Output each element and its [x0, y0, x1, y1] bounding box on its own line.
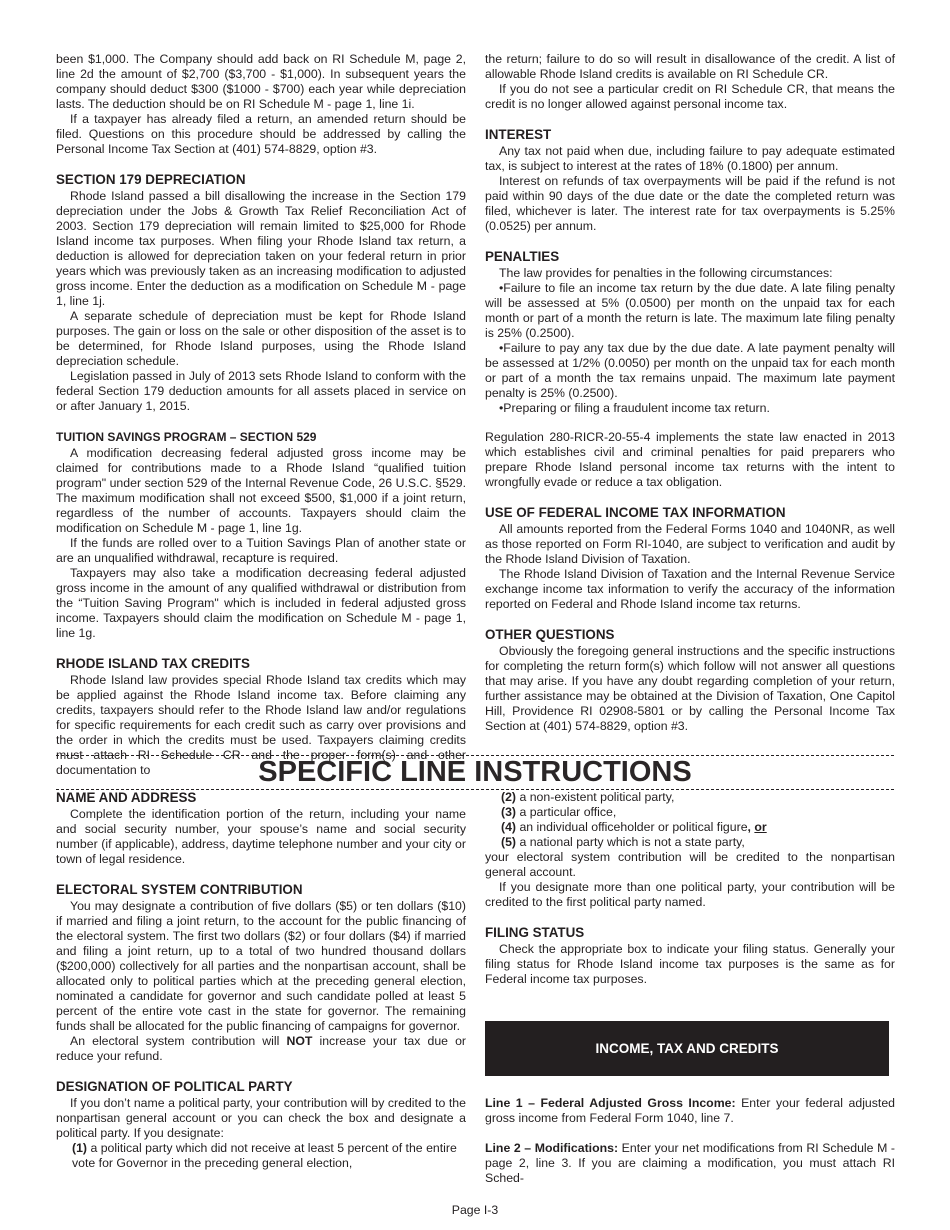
tuition-paragraph-3: Taxpayers may also take a modification decreasing federal adjusted gross income in the amount of any qualified withdrawal or distribution from the “Tuition Saving Program" which is included in federal adjusted gross income. Taxpayers should claim the modification on Schedule M - page 1, line 1g. — [56, 566, 466, 640]
electoral-p2-not: NOT — [286, 1034, 313, 1048]
name-address-paragraph: Complete the identification portion of the return, including your name and social security number, your spouse’s name and social security number (if applicable), address, daytime telephone number and your city or town of legal residence. — [56, 807, 466, 866]
tax-credits-paragraph-1: Rhode Island law provides special Rhode Island tax credits which may be applied against the Rhode Island income tax. Before claiming any credits, taxpayers should refer to the Rhode Island law and/or regulations for specific requirements for each credit such as carry over provisions and the order in which the credits must be used. Taxpayers claiming credits must attach RI Schedule CR and the proper form(s) and other documentation to — [56, 673, 466, 777]
designation-item-2 — [485, 790, 895, 805]
page-number: Page I-3 — [451, 1203, 499, 1217]
filing-status-paragraph: Check the appropriate box to indicate your filing status. Generally your filing status for Rhode Island income tax purposes is the same as for Federal income tax purposes. — [485, 942, 895, 986]
electoral-p2-part-a: An electoral system contribution will — [70, 1034, 287, 1048]
tax-credits-paragraph-2: If you do not see a particular credit on RI Schedule CR, that means the credit is no longer allowed against personal income tax. — [485, 82, 895, 111]
designation-item-3 — [485, 805, 895, 820]
item-4-or: or — [754, 820, 767, 834]
item-4-comma: , — [747, 820, 751, 834]
tax-credits-heading: RHODE ISLAND TAX CREDITS — [56, 656, 250, 671]
section-179-paragraph-3: Legislation passed in July of 2013 sets Rhode Island to conform with the federal Section 179 deduction amounts for all assets placed in service on or after January 1, 2015. — [56, 369, 466, 413]
section-179-heading: SECTION 179 DEPRECIATION — [56, 172, 246, 187]
penalties-bullet-1: •Failure to file an income tax return by the due date. A late filing penalty will be assessed at 5% (0.0500) per month on the unpaid tax for each month or part of a month the return is late. The maximum late filing penalty is 25% (0.2500). — [485, 281, 895, 340]
section-179-paragraph-2: A separate schedule of depreciation must be kept for Rhode Island purposes. The gain or loss on the sale or other disposition of the asset is to be determined, for Rhode Island purposes, using the Rhode Island depreciation schedule. — [56, 309, 466, 368]
other-questions-paragraph: Obviously the foregoing general instructions and the specific instructions for completing the return form(s) which follow will not answer all questions that may arise. If you have any doubt regarding completion of your return, further assistance may be obtained at the Division of Taxation, One Capitol Hill, Providence RI 02908-5801 or by calling the Personal Income Tax Section at (401) 574-8829, option #3. — [485, 644, 895, 733]
designation-paragraph: If you don’t name a political party, your contribution will by credited to the nonpartisan general account or you can check the box and designate a political party. If you designate: — [56, 1096, 466, 1140]
electoral-paragraph-1: You may designate a contribution of five dollars ($5) or ten dollars ($10) if married and filing a joint return, to the account for the public financing of the electoral system. The first two dollars ($2) or four dollars ($4) if married and filing a joint return, up to a total of two hundred thousand dollars ($200,000) collectively for all parties and the nonpartisan account, shall be allocated only to political parties which at the preceding general election, nominated a candidate for governor and such candidate polled at least 5 percent of the entire vote cast in the state for governor. The remaining funds shall be allocated for the public financing of campaigns for governor. — [56, 899, 466, 1033]
designation-item-1 — [56, 1141, 466, 1171]
income-tax-credits-banner — [485, 1021, 889, 1076]
intro-paragraph-1: been $1,000. The Company should add back on RI Schedule M, page 2, line 2d the amount of $2,700 ($3,700 - $1,000). In subsequent years the company should deduct $300 ($1000 - $700) each year while depreciation lasts. The deduction should be on RI Schedule M - page 1, line 1i. — [56, 52, 466, 111]
interest-paragraph-1: Any tax not paid when due, including failure to pay adequate estimated tax, is subject to interest at the rates of 18% (0.1800) per annum. — [485, 144, 895, 173]
item-3-text: a particular office, — [516, 805, 617, 819]
section-179-paragraph-1: Rhode Island passed a bill disallowing the increase in the Section 179 depreciation under the Jobs & Growth Tax Relief Reconciliation Act of 2003. Section 179 depreciation will remain limited to $25,000 for Rhode Island income tax purposes. When filing your Rhode Island tax return, a deduction is allowed for depreciation taken on your federal return in prior years which was previously taken as an increasing modification to adjusted gross income. Enter the deduction as a modification on Schedule M - page 1, line 1j. — [56, 189, 466, 308]
federal-info-paragraph-2: The Rhode Island Division of Taxation and the Internal Revenue Service exchange income tax information to verify the accuracy of the information reported on Federal and Rhode Island income tax returns. — [485, 567, 895, 611]
line-2-text: Enter your net modifications from RI Schedule M - page 2, line 3. If you are claiming a modification, you must attach RI Sched- — [485, 1141, 895, 1185]
designation-continued: your electoral system contribution will be credited to the nonpartisan general account. — [485, 850, 895, 879]
penalties-intro: The law provides for penalties in the following circumstances: — [499, 266, 833, 280]
federal-info-heading: USE OF FEDERAL INCOME TAX INFORMATION — [485, 505, 786, 520]
name-address-heading: NAME AND ADDRESS — [56, 790, 197, 805]
regulation-paragraph: Regulation 280-RICR-20-55-4 implements the state law enacted in 2013 which establishes civil and criminal penalties for paid preparers who prepare Rhode Island personal income tax returns with the intent to wrongfully evade or reduce a tax obligation. — [485, 430, 895, 489]
item-5-text: a national party which is not a state party, — [516, 835, 745, 849]
penalties-bullet-2: •Failure to pay any tax due by the due date. A late payment penalty will be assessed at 1/2% (0.0050) per month on the unpaid tax for each month or part of a month the tax remains unpaid. The maximum late payment penalty is 25% (0.2500). — [485, 341, 895, 400]
line-1-text: Enter your federal adjusted gross income from Federal Form 1040, line 7. — [485, 1096, 896, 1125]
designation-item-4 — [485, 820, 895, 835]
interest-heading: INTEREST — [485, 127, 552, 142]
line-2-instruction — [485, 1141, 895, 1186]
item-2-number: (2) — [501, 790, 517, 804]
line-1-label: Line 1 – Federal Adjusted Gross Income: — [485, 1096, 736, 1110]
intro-paragraph-2: If a taxpayer has already filed a return, an amended return should be filed. Questions on this procedure should be addressed by calling the Personal Income Tax Section at (401) 574-8829, option #3. — [56, 112, 466, 156]
designation-paragraph-2: If you designate more than one political party, your contribution will be credited to the first political party named. — [485, 880, 895, 909]
item-3-number: (3) — [501, 805, 517, 819]
federal-info-paragraph-1: All amounts reported from the Federal Forms 1040 and 1040NR, as well as those reported on Form RI-1040, are subject to verification and audit by the Rhode Island Division of Taxation. — [485, 522, 895, 566]
item-4-number: (4) — [501, 820, 517, 834]
tax-credits-continued: the return; failure to do so will result in disallowance of the credit. A list of allowable Rhode Island credits is available on RI Schedule CR. — [485, 52, 895, 81]
tuition-paragraph-2: If the funds are rolled over to a Tuition Savings Plan of another state or are an unqualified withdrawal, recapture is required. — [56, 536, 466, 565]
lower-right-column — [485, 790, 895, 987]
income-tax-credits-label: INCOME, TAX AND CREDITS — [595, 1041, 779, 1056]
item-1-number: (1) — [72, 1141, 88, 1155]
penalties-heading: PENALTIES — [485, 249, 560, 264]
specific-line-instructions-title: SPECIFIC LINE INSTRUCTIONS — [258, 756, 692, 788]
upper-right-column — [485, 52, 895, 734]
interest-paragraph-2: Interest on refunds of tax overpayments will be paid if the refund is not paid within 90 days of the due date or the date the completed return was filed, whichever is later. The interest rate for tax overpayments is 5.25% (0.0525) per annum. — [485, 174, 895, 233]
line-1-instruction — [485, 1096, 895, 1126]
line-2-label: Line 2 – Modifications: — [485, 1141, 619, 1155]
penalties-bullet-3: •Preparing or filing a fraudulent income tax return. — [499, 401, 770, 415]
filing-status-heading: FILING STATUS — [485, 925, 585, 940]
tuition-paragraph-1: A modification decreasing federal adjusted gross income may be claimed for contributions made to a Rhode Island “qualified tuition program" under section 529 of the Internal Revenue Code, 26 U.S.C. §529. The maximum modification shall not exceed $500, $1,000 if a joint return, regardless of the number of accounts. Taxpayers should claim the modification on Schedule M - page 1, line 1g. — [56, 446, 466, 535]
designation-heading: DESIGNATION OF POLITICAL PARTY — [56, 1079, 293, 1094]
lower-left-column — [56, 790, 466, 1171]
tuition-heading: TUITION SAVINGS PROGRAM – SECTION 529 — [56, 430, 317, 444]
electoral-heading: ELECTORAL SYSTEM CONTRIBUTION — [56, 882, 303, 897]
designation-item-5 — [485, 835, 895, 850]
electoral-p2-part-b: increase your tax due or reduce your refund. — [56, 1034, 467, 1063]
item-5-number: (5) — [501, 835, 517, 849]
item-4-text: an individual officeholder or political figure — [516, 820, 748, 834]
electoral-paragraph-2 — [56, 1034, 466, 1064]
upper-left-column — [56, 52, 466, 778]
other-questions-heading: OTHER QUESTIONS — [485, 627, 615, 642]
item-2-text: a non-existent political party, — [516, 790, 675, 804]
line-instructions-block — [485, 1096, 895, 1186]
item-1-text: a political party which did not receive at least 5 percent of the entire vote for Governor in the preceding general election, — [72, 1141, 457, 1170]
